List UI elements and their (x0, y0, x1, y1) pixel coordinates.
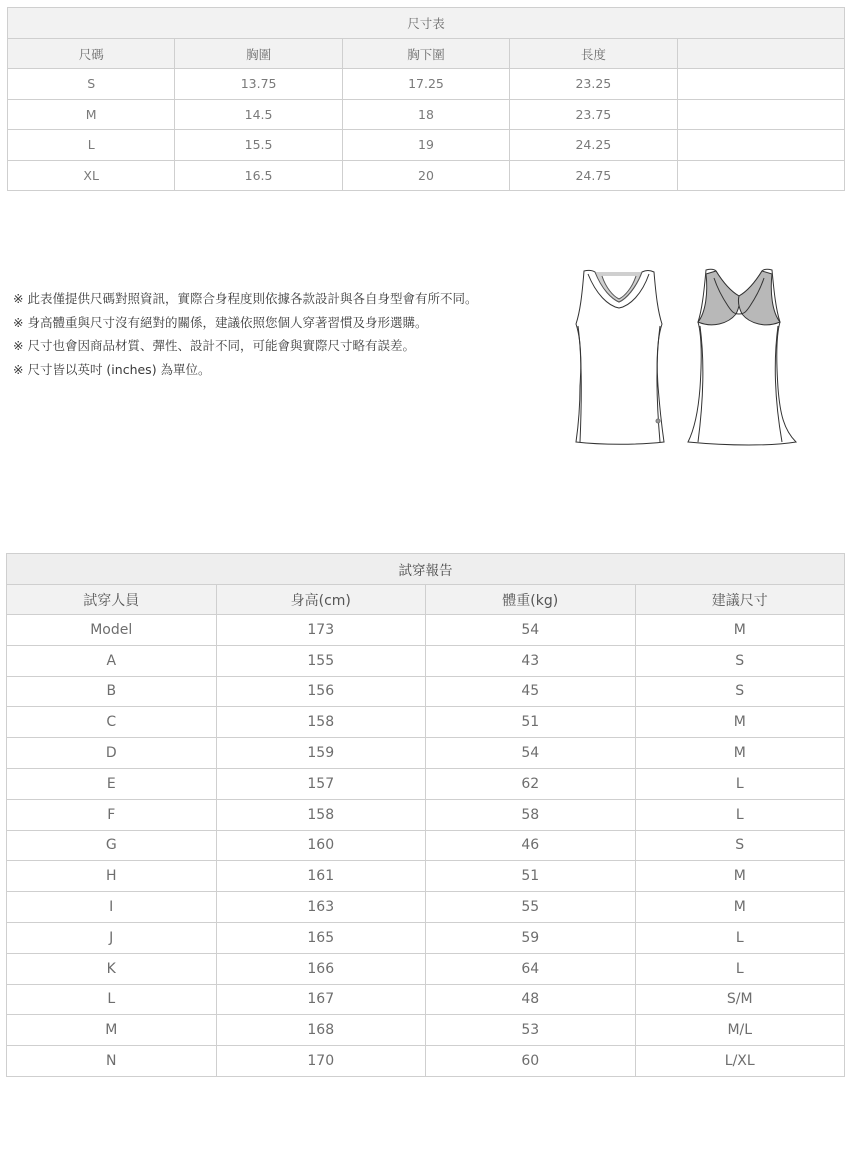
table-cell: 53 (426, 1015, 636, 1046)
table-cell: 158 (216, 799, 426, 830)
table-cell: 45 (426, 676, 636, 707)
table-cell: I (7, 892, 217, 923)
table-row (7, 922, 845, 953)
size-chart-table (7, 7, 845, 191)
note-line: ※ 身高體重與尺寸沒有絕對的關係，建議依照您個人穿著習慣及身形選購。 (13, 314, 428, 330)
table-row (7, 707, 845, 738)
table-cell: 51 (426, 707, 636, 738)
fit-report-table (6, 553, 845, 1077)
table-cell: M/L (635, 1015, 845, 1046)
table-cell: M (635, 861, 845, 892)
table-cell: M (635, 707, 845, 738)
table-row (8, 69, 845, 100)
table-cell (677, 99, 844, 130)
table-cell: 165 (216, 922, 426, 953)
table-cell: 46 (426, 830, 636, 861)
column-header-weight: 體重(kg) (426, 585, 636, 615)
table-cell (677, 69, 844, 100)
table-cell: M (635, 892, 845, 923)
table-cell: E (7, 768, 217, 799)
table-cell: L/XL (635, 1046, 845, 1077)
table-cell: L (635, 953, 845, 984)
table-row (7, 830, 845, 861)
table-row (8, 130, 845, 161)
table-cell: 24.25 (510, 130, 677, 161)
table-cell: F (7, 799, 217, 830)
table-cell: 48 (426, 984, 636, 1015)
table-row (7, 645, 845, 676)
table-cell: 160 (216, 830, 426, 861)
table-cell: 167 (216, 984, 426, 1015)
table-row (7, 676, 845, 707)
table-cell: 157 (216, 768, 426, 799)
table-cell: 13.75 (175, 69, 342, 100)
table-cell: L (635, 922, 845, 953)
column-header-blank (677, 39, 844, 69)
table-cell: L (7, 984, 217, 1015)
fit-report-title: 試穿報告 (7, 554, 845, 585)
table-cell: 15.5 (175, 130, 342, 161)
size-chart-title-row (8, 8, 845, 39)
table-row (8, 160, 845, 191)
table-cell: 54 (426, 738, 636, 769)
column-header-length: 長度 (510, 39, 677, 69)
table-cell: L (635, 768, 845, 799)
table-cell: 23.75 (510, 99, 677, 130)
table-cell: 163 (216, 892, 426, 923)
table-cell: 19 (342, 130, 509, 161)
table-cell: 155 (216, 645, 426, 676)
table-cell: XL (8, 160, 175, 191)
table-cell: 173 (216, 615, 426, 646)
size-chart-header-row (8, 39, 845, 69)
fit-report-title-row (7, 554, 845, 585)
table-row (7, 799, 845, 830)
table-cell: 156 (216, 676, 426, 707)
table-cell: L (8, 130, 175, 161)
table-cell: S (635, 830, 845, 861)
racerback-tank-top-illustration (558, 266, 800, 446)
table-cell: A (7, 645, 217, 676)
table-cell: 17.25 (342, 69, 509, 100)
table-row (7, 768, 845, 799)
column-header-height: 身高(cm) (216, 585, 426, 615)
table-cell: 14.5 (175, 99, 342, 130)
table-cell: 60 (426, 1046, 636, 1077)
table-cell: C (7, 707, 217, 738)
table-cell: B (7, 676, 217, 707)
table-cell: N (7, 1046, 217, 1077)
table-cell: 43 (426, 645, 636, 676)
tank-front-view (576, 270, 664, 444)
tank-back-view (688, 269, 796, 445)
table-cell: 59 (426, 922, 636, 953)
table-cell: S (8, 69, 175, 100)
size-notes (13, 287, 553, 381)
table-cell: 51 (426, 861, 636, 892)
table-cell (677, 130, 844, 161)
table-row (7, 1046, 845, 1077)
table-cell: D (7, 738, 217, 769)
size-chart-title: 尺寸表 (8, 8, 845, 39)
table-cell: 55 (426, 892, 636, 923)
table-cell: 161 (216, 861, 426, 892)
table-cell: S (635, 645, 845, 676)
table-row (7, 615, 845, 646)
table-cell: 159 (216, 738, 426, 769)
table-cell: Model (7, 615, 217, 646)
table-cell: 170 (216, 1046, 426, 1077)
table-cell: M (635, 738, 845, 769)
table-cell: 62 (426, 768, 636, 799)
table-cell: S (635, 676, 845, 707)
column-header-size: 尺碼 (8, 39, 175, 69)
note-line: ※ 尺寸也會因商品材質、彈性、設計不同，可能會與實際尺寸略有誤差。 (13, 338, 415, 353)
table-row (7, 984, 845, 1015)
table-cell: 158 (216, 707, 426, 738)
table-row (7, 1015, 845, 1046)
column-header-suggested-size: 建議尺寸 (635, 585, 845, 615)
table-cell: 23.25 (510, 69, 677, 100)
table-cell: M (7, 1015, 217, 1046)
column-header-underbust: 胸下圍 (342, 39, 509, 69)
table-cell: 54 (426, 615, 636, 646)
table-row (7, 953, 845, 984)
table-cell: G (7, 830, 217, 861)
table-cell: 58 (426, 799, 636, 830)
column-header-bust: 胸圍 (175, 39, 342, 69)
table-cell: K (7, 953, 217, 984)
table-cell: J (7, 922, 217, 953)
table-cell: 24.75 (510, 160, 677, 191)
table-cell: 20 (342, 160, 509, 191)
table-cell: L (635, 799, 845, 830)
table-cell: 16.5 (175, 160, 342, 191)
table-cell: 166 (216, 953, 426, 984)
note-line: ※ 尺寸皆以英吋 (inches) 為單位。 (13, 361, 211, 377)
table-cell: 168 (216, 1015, 426, 1046)
column-header-tester: 試穿人員 (7, 585, 217, 615)
table-cell (677, 160, 844, 191)
table-cell: 64 (426, 953, 636, 984)
table-cell: M (635, 615, 845, 646)
table-row (7, 861, 845, 892)
table-cell: S/M (635, 984, 845, 1015)
table-row (8, 99, 845, 130)
table-cell: M (8, 99, 175, 130)
table-row (7, 892, 845, 923)
note-line: ※ 此表僅提供尺碼對照資訊，實際合身程度則依據各款設計與各自身型會有所不同。 (13, 291, 478, 306)
fit-report-header-row (7, 585, 845, 615)
table-cell: H (7, 861, 217, 892)
table-cell: 18 (342, 99, 509, 130)
table-row (7, 738, 845, 769)
